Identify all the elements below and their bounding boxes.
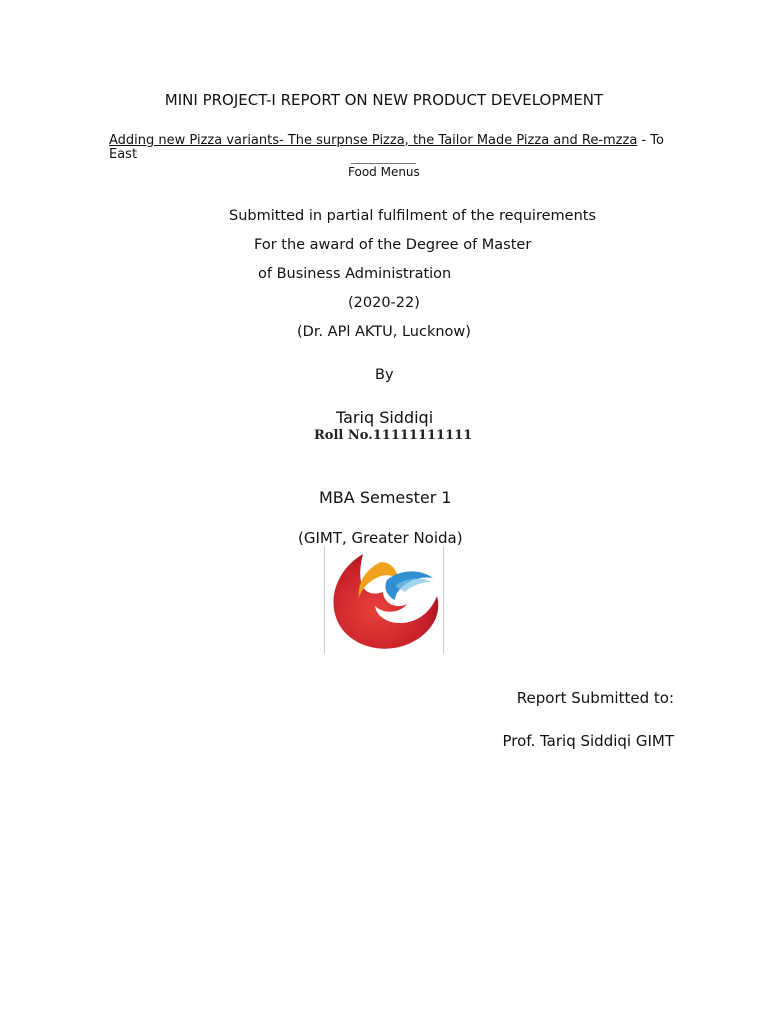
author-name: Tariq Siddiqi: [336, 408, 434, 427]
subtitle-second-line: Food Menus: [348, 165, 420, 179]
subtitle-rest: - To East: [109, 133, 664, 162]
submitted-to-name: Prof. Tariq Siddiqi GIMT: [502, 732, 674, 750]
university: (Dr. APl AKTU, Lucknow): [297, 324, 471, 340]
submitted-line-1: Submitted in partial fulfilment of the requirements: [229, 208, 597, 224]
subtitle-underlined: Adding new Pizza variants- The surpnse Pizza, the Tailor Made Pizza and Re-mzza: [109, 133, 638, 148]
session-years: (2020-22): [348, 295, 420, 311]
by-label: By: [375, 367, 394, 383]
submitted-line-3: of Business Administration: [258, 266, 452, 282]
subtitle-rule: [351, 163, 416, 164]
roll-number: Roll No.11111111111: [314, 428, 473, 443]
semester: MBA Semester 1: [319, 488, 452, 507]
gimt-logo-icon: [324, 546, 444, 654]
submitted-to-label: Report Submitted to:: [516, 689, 674, 707]
report-subtitle: [109, 134, 679, 162]
report-title: MINI PROJECT-I REPORT ON NEW PRODUCT DEVELOPMENT: [164, 91, 604, 109]
institute: (GIMT, Greater Noida): [298, 529, 463, 547]
submitted-line-2: For the award of the Degree of Master: [254, 237, 532, 253]
